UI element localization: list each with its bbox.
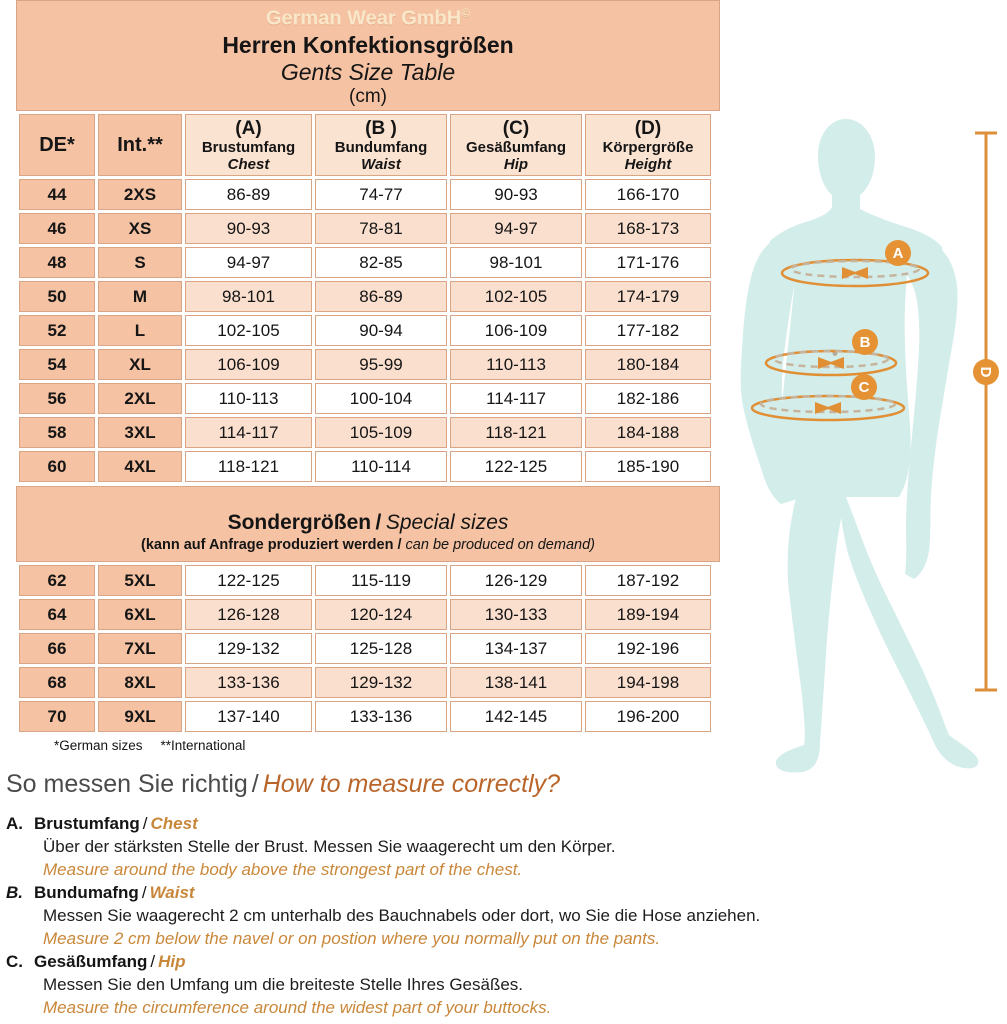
main-size-table xyxy=(16,111,714,485)
title-band xyxy=(16,0,720,111)
item-desc-german: Über der stärksten Stelle der Brust. Messen Sie waagerecht um den Körper. xyxy=(43,837,616,856)
waist-label: B xyxy=(859,334,871,351)
height-measure-line xyxy=(973,133,999,690)
table-row: 54 XL 106-109 95-99 110-113 180-184 xyxy=(19,349,711,380)
item-desc-english: Measure 2 cm below the navel or on postion where you normally put on the pants. xyxy=(43,929,661,948)
col-header-hip: (C) Gesäßumfang Hip xyxy=(450,114,582,176)
item-letter: B. xyxy=(6,883,23,902)
table-row: 46 XS 90-93 78-81 94-97 168-173 xyxy=(19,213,711,244)
table-footnote xyxy=(54,738,720,753)
col-header-chest: (A) Brustumfang Chest xyxy=(185,114,312,176)
table-row: 60 4XL 118-121 110-114 122-125 185-190 xyxy=(19,451,711,482)
table-title-german: Herren Konfektionsgrößen xyxy=(222,31,514,58)
special-sizes-band xyxy=(16,486,720,562)
footnote-international: **International xyxy=(160,738,246,753)
howto-item-chest xyxy=(6,812,1002,881)
table-title-english: Gents Size Table xyxy=(280,58,456,85)
item-heading: Bundumafng / Waist xyxy=(34,883,195,902)
body-silhouette xyxy=(741,119,979,773)
table-row: 50 M 98-101 86-89 102-105 174-179 xyxy=(19,281,711,312)
col-header-height: (D) Körpergröße Height xyxy=(585,114,711,176)
footnote-german-sizes: *German sizes xyxy=(54,738,143,753)
special-sizes-note: (kann auf Anfrage produziert werden / can be produced on demand) xyxy=(141,537,595,553)
item-desc-english: Measure around the body above the strongest part of the chest. xyxy=(43,860,523,879)
item-heading: Brustumfang / Chest xyxy=(34,814,198,833)
table-row: 62 5XL 122-125 115-119 126-129 187-192 xyxy=(19,565,711,596)
howto-title: So messen Sie richtig / How to measure correctly? xyxy=(6,770,561,798)
item-letter: C. xyxy=(6,952,23,971)
special-sizes-title: Sondergrößen / Special sizes xyxy=(227,511,509,534)
table-row: 44 2XS 86-89 74-77 90-93 166-170 xyxy=(19,179,711,210)
table-row: 66 7XL 129-132 125-128 134-137 192-196 xyxy=(19,633,711,664)
item-heading: Gesäßumfang / Hip xyxy=(34,952,186,971)
brand-name xyxy=(17,1,719,31)
special-size-table xyxy=(16,562,714,735)
left-leg-shape xyxy=(776,491,847,773)
col-header-waist: (B ) Bundumfang Waist xyxy=(315,114,447,176)
howto-item-hip xyxy=(6,950,1002,1019)
item-desc-german: Messen Sie den Umfang um die breiteste Stelle Ihres Gesäßes. xyxy=(43,975,524,994)
item-desc-english: Measure the circumference around the widest part of your buttocks. xyxy=(43,998,552,1017)
item-letter: A. xyxy=(6,814,23,833)
table-row: 70 9XL 137-140 133-136 142-145 196-200 xyxy=(19,701,711,732)
height-label: D xyxy=(977,366,994,378)
col-header-de: DE* xyxy=(19,114,95,176)
col-header-int: Int.** xyxy=(98,114,182,176)
table-row: 68 8XL 133-136 129-132 138-141 194-198 xyxy=(19,667,711,698)
brand-text: German Wear GmbH xyxy=(265,7,462,30)
table-row: 58 3XL 114-117 105-109 118-121 184-188 xyxy=(19,417,711,448)
unit-label: (cm) xyxy=(349,85,387,107)
copyright-mark: © xyxy=(461,6,471,20)
chest-label: A xyxy=(892,245,904,262)
item-desc-german: Messen Sie waagerecht 2 cm unterhalb des Bauchnabels oder dort, wo Sie die Hose anziehen. xyxy=(43,906,761,925)
howto-item-waist xyxy=(6,881,1002,950)
hip-label: C xyxy=(858,379,870,396)
table-row: 64 6XL 126-128 120-124 130-133 189-194 xyxy=(19,599,711,630)
table-row: 52 L 102-105 90-94 106-109 177-182 xyxy=(19,315,711,346)
size-table-section xyxy=(16,0,720,753)
table-row: 56 2XL 110-113 100-104 114-117 182-186 xyxy=(19,383,711,414)
table-row: 48 S 94-97 82-85 98-101 171-176 xyxy=(19,247,711,278)
howto-section xyxy=(6,770,1002,1019)
measurement-figure xyxy=(718,95,1007,775)
header-row xyxy=(19,114,711,176)
